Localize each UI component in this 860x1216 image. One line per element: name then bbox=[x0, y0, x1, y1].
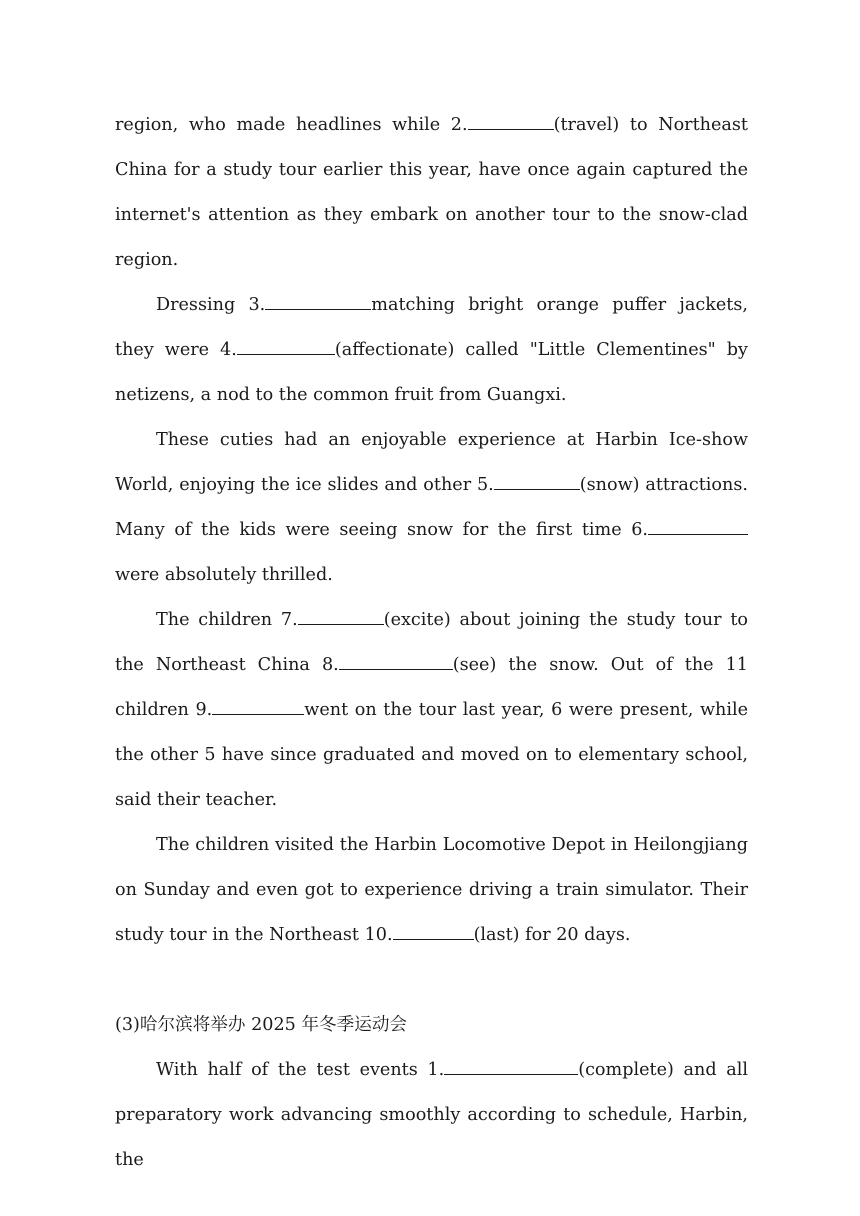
text: were absolutely thrilled. bbox=[115, 565, 333, 585]
text: (snow) attractions. Many of the kids were seeing snow for the first time 6. bbox=[115, 475, 748, 540]
text: (travel) to Northeast China for a study tour earlier this year, have once again captured the internet's attention as they embark on another tour to the snow-clad region. bbox=[115, 115, 748, 270]
blank-10[interactable] bbox=[393, 922, 474, 940]
text: (see) the snow. Out of the 11 children 9. bbox=[115, 655, 748, 720]
text: With half of the test events 1. bbox=[156, 1060, 445, 1080]
blank-3[interactable] bbox=[265, 292, 371, 310]
blank-2[interactable] bbox=[468, 112, 554, 130]
text: matching bright orange puffer jackets, they were 4. bbox=[115, 295, 748, 360]
blank-7[interactable] bbox=[298, 607, 384, 625]
paragraph-6 bbox=[115, 1048, 748, 1183]
text: The children 7. bbox=[156, 610, 298, 630]
document-page bbox=[115, 103, 748, 1183]
text: went on the tour last year, 6 were present, while the other 5 have since graduated and moved on to elementary school, said their teacher. bbox=[115, 700, 748, 810]
blank-9[interactable] bbox=[212, 697, 304, 715]
paragraph-1 bbox=[115, 103, 748, 283]
blank-1[interactable] bbox=[444, 1057, 578, 1075]
blank-4[interactable] bbox=[237, 337, 335, 355]
paragraph-2 bbox=[115, 283, 748, 418]
paragraph-3 bbox=[115, 418, 748, 598]
paragraph-5 bbox=[115, 823, 748, 958]
paragraph-4 bbox=[115, 598, 748, 823]
blank-8[interactable] bbox=[339, 652, 453, 670]
text: region, who made headlines while 2. bbox=[115, 115, 468, 135]
text: These cuties had an enjoyable experience at Harbin Ice-show World, enjoying the ice slides and other 5. bbox=[115, 430, 748, 495]
spacer bbox=[115, 958, 748, 1003]
text: Dressing 3. bbox=[156, 295, 266, 315]
blank-5[interactable] bbox=[494, 472, 580, 490]
text: (affectionate) called "Little Clementines" by netizens, a nod to the common fruit from Guangxi. bbox=[115, 340, 748, 405]
section-heading: (3)哈尔滨将举办 2025 年冬季运动会 bbox=[115, 1015, 408, 1035]
text: (last) for 20 days. bbox=[473, 925, 631, 945]
text: (excite) about joining the study tour to the Northeast China 8. bbox=[115, 610, 748, 675]
blank-6[interactable] bbox=[648, 517, 748, 535]
text: (complete) and all preparatory work advancing smoothly according to schedule, Harbin, the bbox=[115, 1060, 749, 1170]
text: The children visited the Harbin Locomotive Depot in Heilongjiang on Sunday and even got to experience driving a train simulator. Their study tour in the Northeast 10. bbox=[115, 835, 748, 945]
